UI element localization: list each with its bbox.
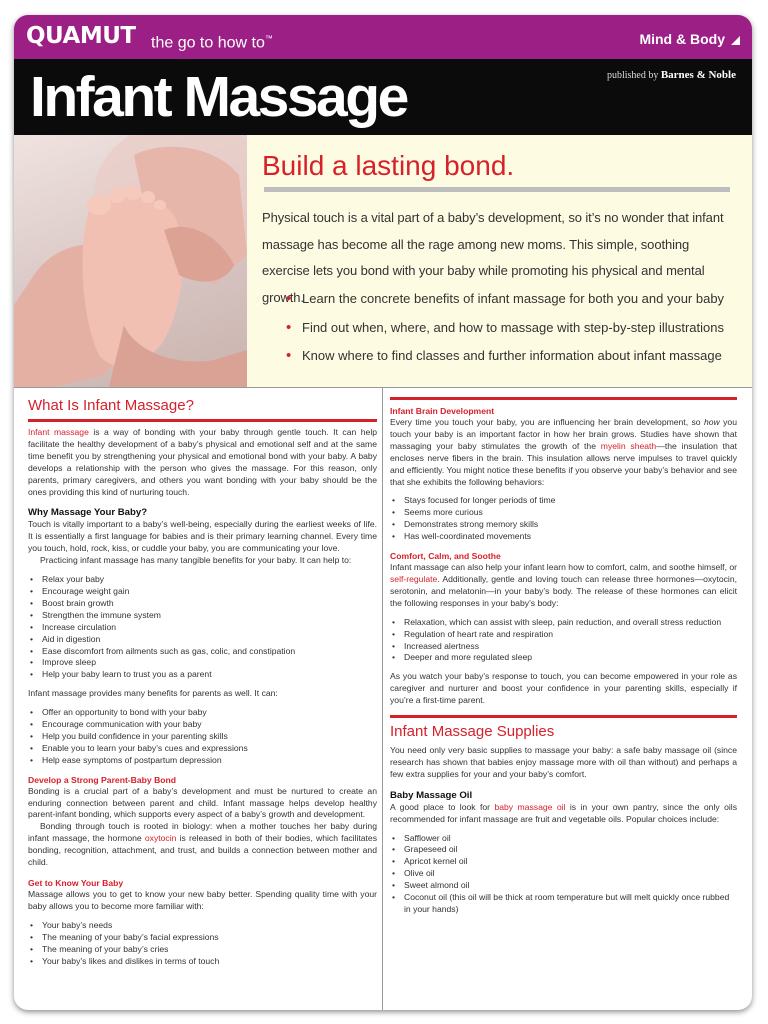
list-item: • Increase circulation: [28, 622, 377, 634]
trademark: ™: [264, 34, 273, 43]
bond-paragraph-2: [28, 821, 377, 869]
bond-text-b: is released in both of their bodies, which facilitates bonding, recognition, attachment, and trust, and builds a connection between mother and child.: [28, 833, 377, 868]
list-item: • Relax your baby: [28, 574, 377, 586]
section-heading-supplies: Infant Massage Supplies: [390, 723, 555, 741]
tagline-text: the go to how to: [151, 34, 265, 52]
list-item: • Seems more curious: [390, 507, 737, 519]
publisher-prefix: published by: [606, 70, 659, 81]
comfort-paragraph: [390, 562, 737, 610]
quamut-logo[interactable]: QUAMUT: [26, 23, 136, 49]
list-item: • Demonstrates strong memory skills: [390, 519, 737, 531]
oil-paragraph: [390, 802, 737, 826]
subheading-know: Get to Know Your Baby: [28, 878, 124, 888]
brain-text-c: —the insulation that encloses nerve fibers in the brain. This insulation allows nerve impulses to travel quickly and efficiently. You might notice these benefits if you observe your baby’s behavior and see that she exhibits the following behaviors:: [390, 440, 737, 487]
term-self-regulate: self-regulate: [390, 573, 438, 584]
what-paragraph: [28, 427, 377, 498]
list-item: • Encourage communication with your baby: [28, 719, 377, 731]
why-paragraph: Touch is vitally important to a baby’s well-being, especially during the earliest weeks of life. It is essentially a first language for babies and is their primary learning channel. Every time you touch, hold, rock, kiss, or cuddle your baby, you are communicating your love.: [28, 519, 377, 554]
publisher-name: Barnes & Noble: [660, 69, 736, 81]
spacer: [28, 498, 377, 506]
section-rule: [28, 419, 377, 422]
category-label: Mind & Body: [639, 31, 725, 47]
baby-foot-illustration: [14, 135, 247, 387]
headline-divider: [264, 187, 730, 192]
brain-paragraph: [390, 417, 737, 488]
spacer: [390, 707, 737, 715]
what-text: is a way of bonding with your baby through gentle touch. It can help facilitate the healthy development of a baby’s physical and emotional self and at the same time benefit you by strengthening your physical and emotional bond with your baby. A baby develops a relationship with the person who gives the massage. For this reason, only parents, primary caregivers, and others you want bonding with your baby should be the ones providing this kind of nurturing touch.: [28, 427, 378, 497]
list-item: • Deeper and more regulated sleep: [390, 652, 737, 664]
know-list: [28, 920, 377, 968]
section-rule: [390, 397, 737, 400]
list-item: • Stays focused for longer periods of time: [390, 495, 737, 507]
hero-bullet: • Learn the concrete benefits of infant massage for both you and your baby: [286, 285, 746, 314]
title-bar: [14, 59, 752, 135]
column-divider: [382, 387, 383, 1010]
list-item: • Help your baby learn to trust you as a parent: [28, 669, 377, 681]
list-item: • Help you build confidence in your parenting skills: [28, 731, 377, 743]
list-item: • Offer an opportunity to bond with your baby: [28, 707, 377, 719]
term-infant-massage: Infant massage: [28, 427, 89, 437]
publisher-credit: [607, 69, 736, 81]
hero-headline: Build a lasting bond.: [262, 150, 515, 181]
subheading-oil: Baby Massage Oil: [390, 789, 473, 801]
brand-bar: [14, 15, 752, 59]
list-item: • Your baby’s likes and dislikes in terms of touch: [28, 956, 377, 968]
list-item: • Relaxation, which can assist with sleep, pain reduction, and overall stress reduction: [390, 617, 737, 629]
know-paragraph: Massage allows you to get to know your new baby better. Spending quality time with your baby allows you to become more familiar with:: [28, 889, 377, 911]
list-item: • Increased alertness: [390, 641, 737, 653]
subheading-why: Why Massage Your Baby?: [28, 507, 148, 519]
hero-bullet-list: [286, 285, 746, 371]
list-item: • Olive oil: [390, 868, 737, 880]
supplies-paragraph: You need only very basic supplies to massage your baby: a safe baby massage oil (since research has shown that babies enjoy massage more with oil than without) and perhaps a few extra supplies for your and your baby’s comfort.: [390, 745, 737, 779]
subheading-comfort: Comfort, Calm, and Soothe: [390, 551, 501, 562]
list-item: • Boost brain growth: [28, 598, 377, 610]
subheading-bond: Develop a Strong Parent-Baby Bond: [28, 774, 177, 785]
list-item: • Apricot kernel oil: [390, 856, 737, 868]
category-link[interactable]: [639, 31, 740, 47]
list-item: • Help ease symptoms of postpartum depression: [28, 755, 377, 767]
comfort-text-b: . Additionally, gentle and loving touch can release three hormones—oxytocin, serotonin, and melatonin—in your baby’s body. The release of these hormones can elicit the following responses in your baby’s body:: [390, 573, 737, 608]
term-myelin-sheath: myelin sheath: [600, 440, 657, 451]
hero-bullet: • Know where to find classes and further information about infant massage: [286, 342, 746, 371]
section-rule: [390, 715, 737, 718]
brain-how: how: [703, 417, 720, 427]
list-item: • Strengthen the immune system: [28, 610, 377, 622]
brain-text-b: you touch your baby is an important factor in how her brain grows. Studies have shown that massaging your baby stimulates the growth of the: [390, 417, 737, 451]
brain-list: [390, 495, 737, 543]
baby-benefits-list: [28, 574, 377, 681]
list-item: • Has well-coordinated movements: [390, 531, 737, 543]
hero-intro: Physical touch is a vital part of a baby’s development, so it’s no wonder that infant massage has become all the rage among new moms. This simple, soothing exercise lets you bond with your baby while promoting his physical and mental growth.: [262, 210, 724, 305]
left-column: [28, 397, 377, 974]
term-baby-massage-oil: baby massage oil: [494, 801, 566, 812]
why-paragraph-2: Practicing infant massage has many tangible benefits for your baby. It can help to:: [40, 555, 352, 566]
oil-list: [390, 833, 737, 916]
parent-benefits-list: [28, 707, 377, 767]
term-oxytocin: oxytocin: [144, 833, 177, 844]
list-item: • Regulation of heart rate and respiration: [390, 629, 737, 641]
brain-text-a: Every time you touch your baby, you are influencing her brain development, so: [390, 417, 704, 427]
list-item: • Grapeseed oil: [390, 844, 737, 856]
spacer: [390, 781, 737, 789]
list-item: • Your baby’s needs: [28, 920, 377, 932]
comfort-text-a: Infant massage can also help your infant learn how to comfort, calm, and soothe himself, or: [390, 562, 737, 573]
tagline: [151, 29, 273, 53]
category-arrow-icon: [731, 36, 740, 45]
list-item: • Encourage weight gain: [28, 586, 377, 598]
list-item: • The meaning of your baby’s cries: [28, 944, 377, 956]
oil-text-a: A good place to look for: [390, 801, 495, 812]
page-title: Infant Massage: [30, 65, 407, 129]
spacer: [28, 869, 377, 877]
comfort-paragraph-2: As you watch your baby’s response to touch, you can become empowered in your role as caregiver and nurturer and boost your confidence in your parenting skills, especially if you’re a first-time parent.: [390, 671, 737, 706]
hero-bullet: • Find out when, where, and how to massage with step-by-step illustrations: [286, 314, 746, 343]
right-column: [390, 397, 737, 923]
hero-section: [14, 135, 752, 388]
list-item: • Coconut oil (this oil will be thick at room temperature but will melt quickly once rubbed in your hands): [390, 892, 737, 916]
subheading-brain: Infant Brain Development: [390, 406, 495, 416]
list-item: • Aid in digestion: [28, 634, 377, 646]
comfort-list: [390, 617, 737, 665]
baby-foot-photo: [14, 135, 247, 387]
section-heading-what: What Is Infant Massage?: [28, 397, 194, 414]
bond-text-a: Bonding through touch is rooted in biology: when a mother touches her baby during infant massage, the hormone: [28, 821, 377, 844]
oil-text-b: is in your own pantry, since the only oils recommended for infant massage are fruit and vegetable oils. Popular choices include:: [390, 801, 737, 824]
list-item: • Safflower oil: [390, 833, 737, 845]
parent-intro: Infant massage provides many benefits for parents as well. It can:: [28, 688, 278, 699]
bond-paragraph: Bonding is a crucial part of a baby’s development and must be nurtured to create an enduring connection between parent and child. Infant massage helps develop healthy parent-infant bonding, which supports every aspect of a baby’s growth and development.: [28, 785, 377, 820]
list-item: • Improve sleep: [28, 657, 377, 669]
list-item: • Ease discomfort from ailments such as gas, colic, and constipation: [28, 646, 377, 658]
list-item: • Enable you to learn your baby’s cues and expressions: [28, 743, 377, 755]
list-item: • Sweet almond oil: [390, 880, 737, 892]
list-item: • The meaning of your baby’s facial expressions: [28, 932, 377, 944]
guide-page: [14, 15, 752, 1010]
